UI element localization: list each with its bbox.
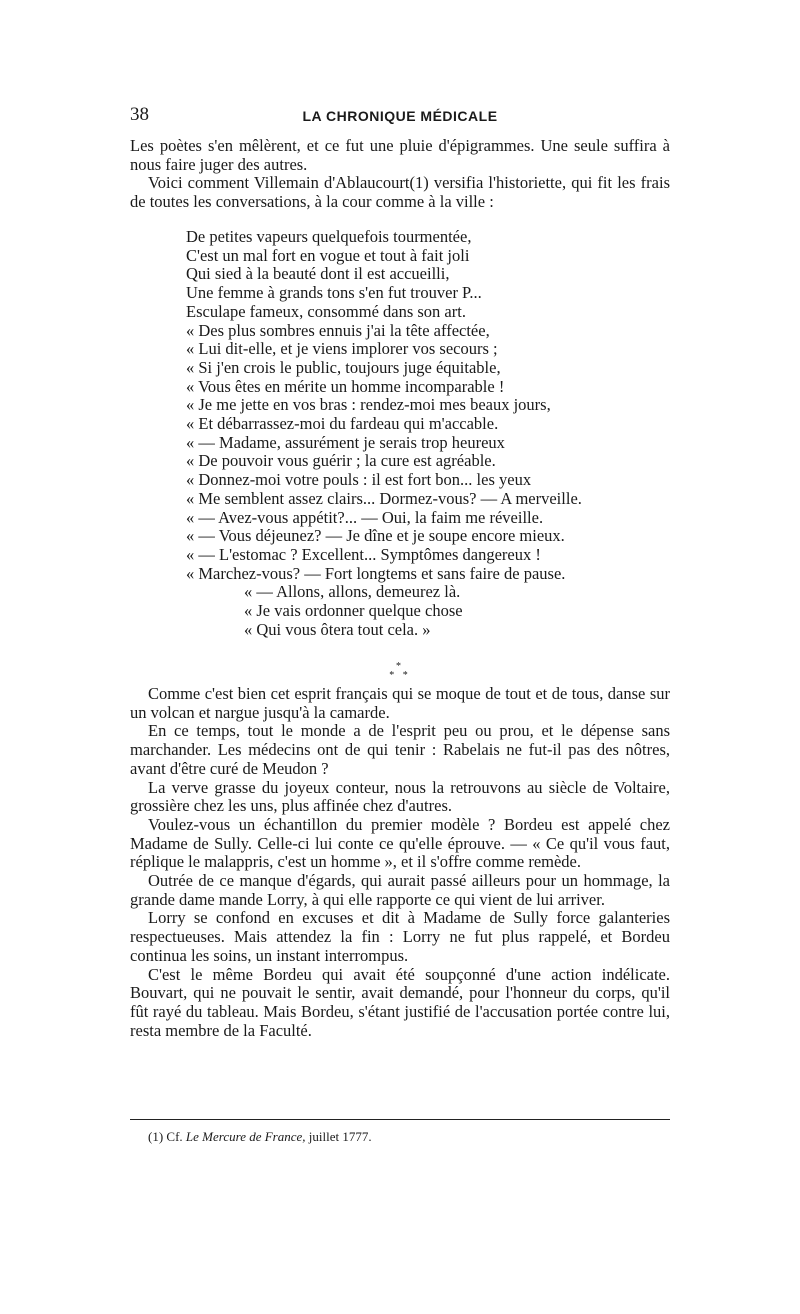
verse-line: Une femme à grands tons s'en fut trouver P... <box>186 283 482 303</box>
verse-line: « Donnez-moi votre pouls : il est fort bon... les yeux <box>186 470 532 490</box>
verse-line: De petites vapeurs quelquefois tourmentée, <box>186 227 472 246</box>
paragraph: La verve grasse du joyeux conteur, nous la retrouvons au siècle de Voltaire, grossière chez les uns, plus affinée chez d'autres. <box>130 777 670 816</box>
verse-line: « Si j'en crois le public, toujours juge équitable, <box>186 357 501 377</box>
verse-line: « Et débarrassez-moi du fardeau qui m'accable. <box>186 414 499 434</box>
paragraph: Lorry se confond en excuses et dit à Madame de Sully force galanteries respectueuses. Mais attendez la fin : Lorry ne fut plus rappelé, et Bordeu continua les soins, un instant interrompus. <box>130 908 670 965</box>
footnote-rule <box>130 1119 670 1120</box>
verse-line: « Me semblent assez clairs... Dormez-vous? — A merveille. <box>186 488 582 508</box>
poem <box>186 228 676 639</box>
verse-line: « — L'estomac ? Excellent... Symptômes dangereux ! <box>186 544 541 564</box>
verse-line: « De pouvoir vous guérir ; la cure est agréable. <box>186 451 496 471</box>
paragraph: En ce temps, tout le monde a de l'esprit peu ou prou, et le dépense sans marchander. Les médecins ont de qui tenir : Rabelais ne fut-il pas des nôtres, avant d'être curé de Meudon ? <box>130 721 670 778</box>
paragraph: Comme c'est bien cet esprit français qui se moque de tout et de tous, danse sur un volcan et nargue jusqu'à la camarde. <box>130 684 670 722</box>
verse-line: Esculape fameux, consommé dans son art. <box>186 301 466 321</box>
verse-line: « Vous êtes en mérite un homme incomparable ! <box>186 376 505 396</box>
main-text <box>130 685 670 1040</box>
asterism-bottom: * * <box>389 670 411 681</box>
verse-line: Qui sied à la beauté dont il est accueilli, <box>186 264 450 284</box>
running-title: LA CHRONIQUE MÉDICALE <box>302 108 498 124</box>
page-header <box>130 104 670 128</box>
verse-line: « — Avez-vous appétit?... — Oui, la faim me réveille. <box>186 507 544 527</box>
footnote <box>148 1129 372 1145</box>
verse-line: « — Vous déjeunez? — Je dîne et je soupe encore mieux. <box>186 526 565 546</box>
verse-line: « — Madame, assurément je serais trop heureux <box>186 432 505 452</box>
footnote-source: Le Mercure de France, <box>185 1129 306 1144</box>
paragraph: C'est le même Bordeu qui avait été soupçonné d'une action indélicate. Bouvart, qui ne pouvait le sentir, avait demandé, pour l'honneur du corps, qu'il fût rayé du tableau. Mais Bordeu, s'étant justifié de l'accusation portée contre lui, resta membre de la Faculté. <box>130 964 670 1040</box>
verse-line: « Lui dit-elle, et je viens implorer vos secours ; <box>186 339 498 359</box>
verse-line: « Qui vous ôtera tout cela. » <box>244 619 431 639</box>
verse-line: « Marchez-vous? — Fort longtems et sans faire de pause. <box>186 563 566 583</box>
verse-line: « Des plus sombres ennuis j'ai la tête affectée, <box>186 320 490 340</box>
paragraph: Outrée de ce manque d'égards, qui aurait passé ailleurs pour un hommage, la grande dame mande Lorry, à qui elle rapporte ce qui vient de lui arriver. <box>130 871 670 909</box>
footnote-marker: (1) Cf. <box>148 1129 183 1144</box>
paragraph: Voici comment Villemain d'Ablaucourt(1) versifia l'historiette, qui fit les frais de toutes les conversations, à la cour comme à la ville : <box>130 173 670 212</box>
footnote-date: juillet 1777. <box>308 1129 372 1144</box>
asterism-top: * <box>396 661 404 672</box>
paragraph: Les poètes s'en mêlèrent, et ce fut une pluie d'épigrammes. Une seule suffira à nous faire juger des autres. <box>130 136 670 174</box>
intro-text <box>130 137 670 212</box>
verse-line: C'est un mal fort en vogue et tout à fait joli <box>186 245 470 265</box>
verse-line: « Je me jette en vos bras : rendez-moi mes beaux jours, <box>186 395 551 415</box>
page-number: 38 <box>130 104 149 125</box>
paragraph: Voulez-vous un échantillon du premier modèle ? Bordeu est appelé chez Madame de Sully. Celle-ci lui conte ce qu'elle éprouve. — « Ce qu'il vous faut, réplique le malappris, c'est un homme », et il s'offre comme remède. <box>130 814 670 872</box>
verse-line: « — Allons, allons, demeurez là. <box>244 582 461 602</box>
verse-line: « Je vais ordonner quelque chose <box>244 601 463 621</box>
asterism-separator <box>388 662 412 680</box>
